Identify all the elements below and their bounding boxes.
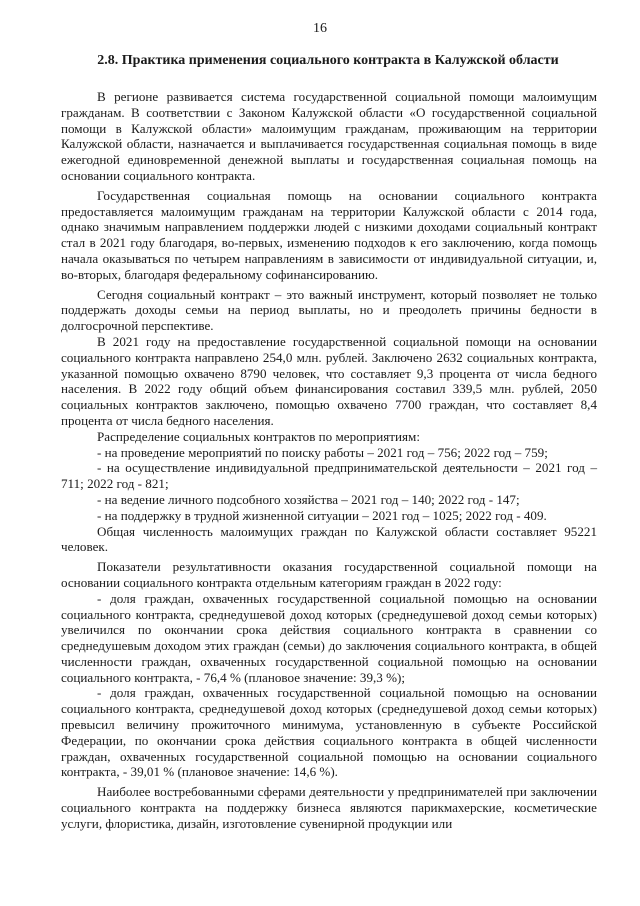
section-heading: 2.8. Практика применения социального контракта в Калужской области <box>97 53 559 68</box>
document-body <box>61 89 597 832</box>
paragraph: Общая численность малоимущих граждан по Калужской области составляет 95221 человек. <box>61 523 597 555</box>
paragraph: В 2021 году на предоставление государственной социальной помощи на основании социального контракта направлено 254,0 млн. рублей. Заключено 2632 социальных контракта, указанной помощью охвачено 8790 человек, что составляет 9,3 процента от числа бедного населения. В 2022 году общий объем финансирования составил 339,5 млн. рублей, 2050 социальных контрактов заключено, помощью охвачено 7700 граждан, что составляет 8,4 процента от числа бедного населения. <box>61 333 597 428</box>
list-item: - на ведение личного подсобного хозяйства – 2021 год – 140; 2022 год - 147; <box>97 491 520 507</box>
paragraph: В регионе развивается система государственной социальной помощи малоимущим гражданам. В соответствии с Законом Калужской области «О государственной социальной помощи в Калужской области» малоимущим гражданам, проживающим на территории Калужской области, назначается и выплачивается государственная социальная помощь в виде ежегодной единовременной денежной выплаты и государственная социальная помощь на основании социального контракта. <box>61 89 597 183</box>
page-number: 16 <box>313 21 327 36</box>
list-item: - доля граждан, охваченных государственной социальной помощью на основании социального контракта, среднедушевой доход которых (среднедушевой доход семьи которых) превысил величину прожиточного минимума, установленную в субъекте Российской Федерации, по окончании срока действия социального контракта в общей численности граждан, охваченных государственной социальной помощью на основании социального контракта, - 39,01 % (плановое значение: 14,6 %). <box>61 685 597 780</box>
paragraph: Государственная социальная помощь на основании социального контракта предоставляется малоимущим гражданам на территории Калужской области с 2014 года, однако значимым направлением поддержки людей с низкими доходами социальный контракт стал в 2021 году благодаря, во-первых, изменению подходов к его заключению, когда помощь начала оказываться по четырем направлениям в зависимости от индивидуальной ситуации, и, во-вторых, благодаря федеральному софинансированию. <box>61 187 597 282</box>
paragraph: Распределение социальных контрактов по мероприятиям: <box>97 428 420 444</box>
paragraph: Показатели результативности оказания государственной социальной помощи на основании социального контракта отдельным категориям граждан в 2022 году: <box>61 559 597 590</box>
list-item: - на поддержку в трудной жизненной ситуации – 2021 год – 1025; 2022 год - 409. <box>97 507 547 523</box>
list-item: - на осуществление индивидуальной предпринимательской деятельности – 2021 год – 711; 2022 год - 821; <box>61 460 597 492</box>
list-item: - доля граждан, охваченных государственной социальной помощью на основании социального контракта, среднедушевой доход которых (среднедушевой доход семьи которых) увеличился по окончании срока действия социального контракта в сравнении со среднедушевым доходом этих граждан (семьи) до заключения социального контракта, в общей численности граждан, охваченных государственной социальной помощью на основании социального контракта, - 76,4 % (плановое значение: 39,3 %); <box>61 590 597 685</box>
paragraph: Наиболее востребованными сферами деятельности у предпринимателей при заключении социального контракта на поддержку бизнеса являются парикмахерские, косметические услуги, флористика, дизайн, изготовление сувенирной продукции или <box>61 784 597 831</box>
list-item: - на проведение мероприятий по поиску работы – 2021 год – 756; 2022 год – 759; <box>97 444 548 460</box>
paragraph: Сегодня социальный контракт – это важный инструмент, который позволяет не только поддержать доходы семьи на период выплаты, но и преодолеть причины бедности в долгосрочной перспективе. <box>61 286 597 334</box>
